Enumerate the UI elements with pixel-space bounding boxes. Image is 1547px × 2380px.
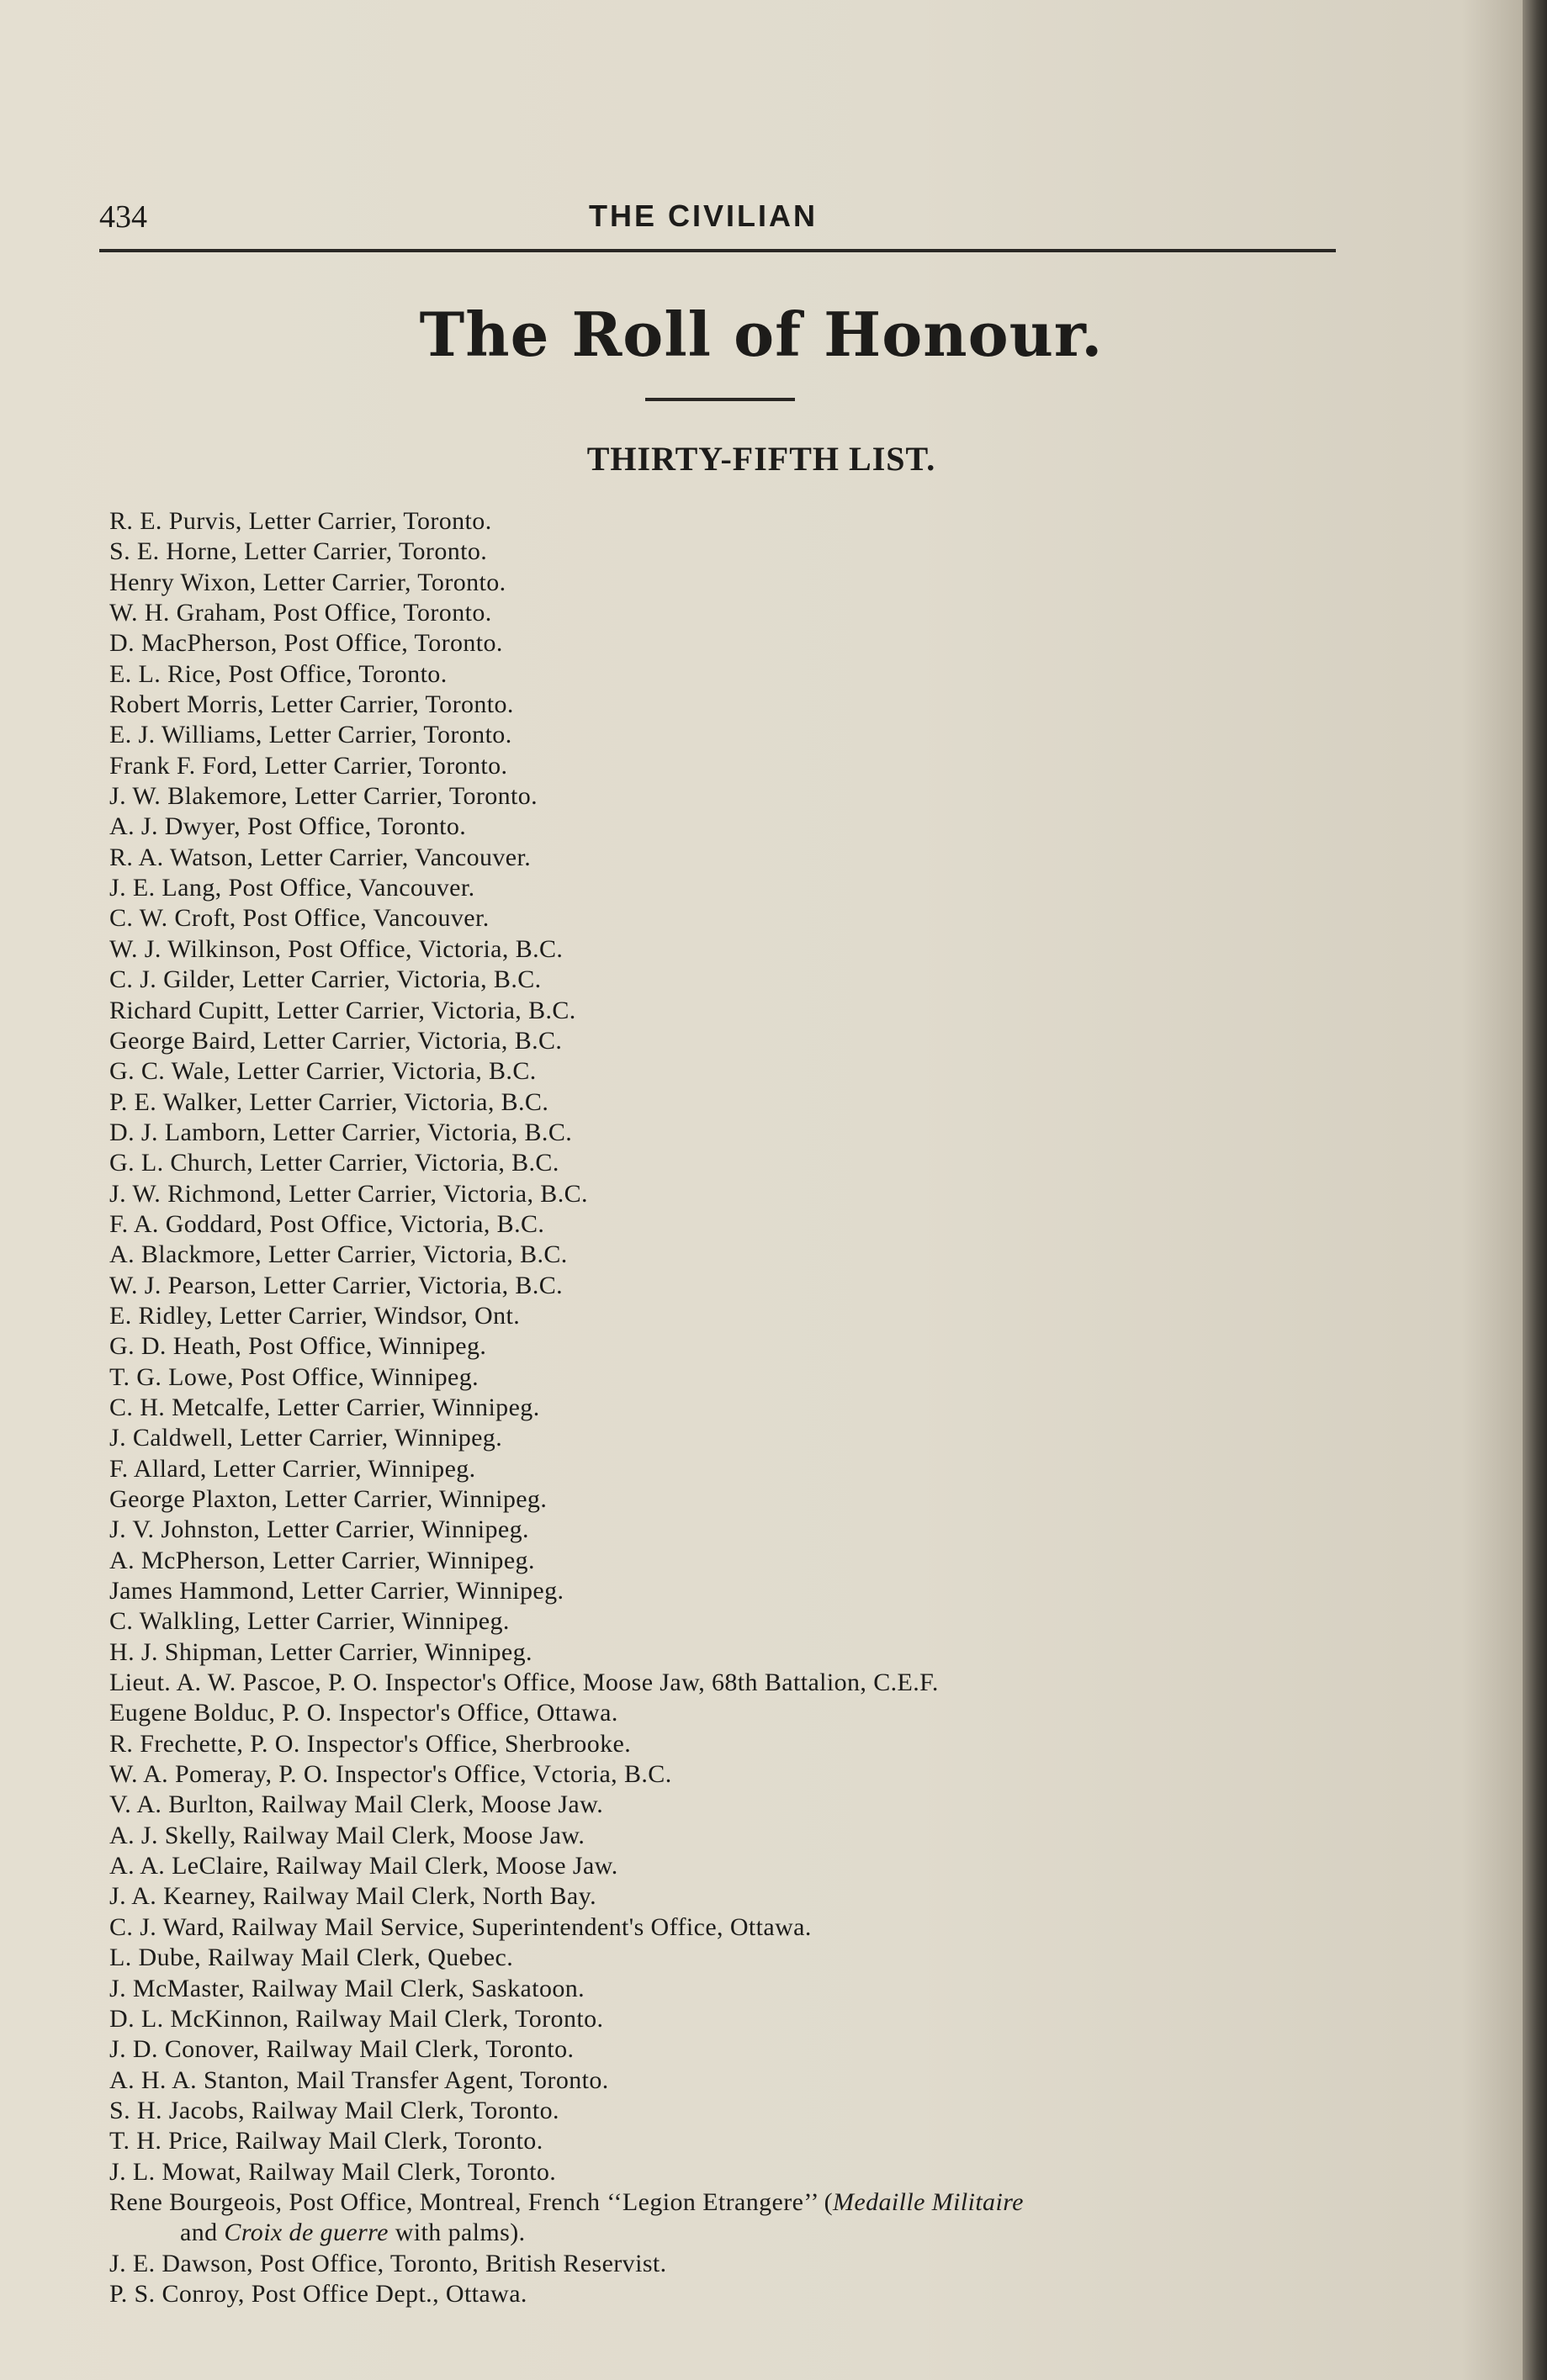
roll-list — [109, 506, 1371, 2309]
list-item: V. A. Burlton, Railway Mail Clerk, Moose Jaw. — [109, 1790, 604, 1819]
page-number: 434 — [99, 199, 147, 235]
list-item: J. L. Mowat, Railway Mail Clerk, Toronto. — [109, 2157, 557, 2186]
list-item: P. S. Conroy, Post Office Dept., Ottawa. — [109, 2279, 527, 2308]
list-item: E. L. Rice, Post Office, Toronto. — [109, 659, 448, 688]
list-item: W. H. Graham, Post Office, Toronto. — [109, 599, 492, 627]
list-item: W. J. Wilkinson, Post Office, Victoria, B.C. — [109, 934, 564, 963]
list-item: C. W. Croft, Post Office, Vancouver. — [109, 904, 490, 933]
list-item: A. A. LeClaire, Railway Mail Clerk, Moose Jaw. — [109, 1852, 618, 1880]
list-item: S. H. Jacobs, Railway Mail Clerk, Toronto. — [109, 2096, 559, 2124]
list-item: J. V. Johnston, Letter Carrier, Winnipeg. — [109, 1515, 529, 1544]
list-item: F. A. Goddard, Post Office, Victoria, B.C. — [109, 1209, 545, 1238]
list-item: D. J. Lamborn, Letter Carrier, Victoria, B.C. — [109, 1118, 573, 1146]
list-item: J. D. Conover, Railway Mail Clerk, Toronto. — [109, 2035, 575, 2064]
list-item: A. H. A. Stanton, Mail Transfer Agent, Toronto. — [109, 2065, 609, 2094]
list-item: Richard Cupitt, Letter Carrier, Victoria, B.C. — [109, 996, 576, 1024]
list-item: P. E. Walker, Letter Carrier, Victoria, B.C. — [109, 1087, 549, 1116]
entry-text: and — [180, 2219, 225, 2247]
list-item: A. J. Dwyer, Post Office, Toronto. — [109, 812, 467, 841]
list-item: L. Dube, Railway Mail Clerk, Quebec. — [109, 1944, 514, 1972]
list-item-special — [109, 2187, 1371, 2249]
list-item: C. J. Gilder, Letter Carrier, Victoria, B.C. — [109, 965, 542, 994]
list-item: R. A. Watson, Letter Carrier, Vancouver. — [109, 843, 532, 871]
list-item: J. W. Blakemore, Letter Carrier, Toronto. — [109, 782, 538, 811]
list-item: A. McPherson, Letter Carrier, Winnipeg. — [109, 1546, 535, 1574]
entry-text: with palms). — [388, 2219, 526, 2247]
list-item: Lieut. A. W. Pascoe, P. O. Inspector's Office, Moose Jaw, 68th Battalion, C.E.F. — [109, 1669, 939, 1697]
list-heading: THIRTY-FIFTH LIST. — [586, 440, 936, 478]
list-item: J. E. Lang, Post Office, Vancouver. — [109, 874, 475, 902]
entry-italic: Croix de guerre — [224, 2219, 389, 2247]
list-item: C. Walkling, Letter Carrier, Winnipeg. — [109, 1607, 510, 1636]
list-item: George Plaxton, Letter Carrier, Winnipeg. — [109, 1485, 548, 1513]
book-spine — [1523, 0, 1547, 2380]
list-item: G. L. Church, Letter Carrier, Victoria, B.C. — [109, 1149, 559, 1177]
list-item: Robert Morris, Letter Carrier, Toronto. — [109, 690, 514, 719]
list-item: Frank F. Ford, Letter Carrier, Toronto. — [109, 751, 508, 780]
list-item: J. E. Dawson, Post Office, Toronto, British Reservist. — [109, 2249, 667, 2277]
list-item: E. J. Williams, Letter Carrier, Toronto. — [109, 721, 512, 749]
list-item: Henry Wixon, Letter Carrier, Toronto. — [109, 568, 506, 596]
list-item: R. E. Purvis, Letter Carrier, Toronto. — [109, 507, 492, 535]
list-item: R. Frechette, P. O. Inspector's Office, Sherbrooke. — [109, 1729, 632, 1758]
page-header — [99, 192, 1336, 242]
list-item: C. H. Metcalfe, Letter Carrier, Winnipeg. — [109, 1393, 540, 1421]
entry-text: Rene Bourgeois, Post Office, Montreal, French ‘‘Legion Etrangere’’ ( — [109, 2187, 833, 2216]
list-item: T. G. Lowe, Post Office, Winnipeg. — [109, 1362, 479, 1391]
list-item: D. MacPherson, Post Office, Toronto. — [109, 629, 503, 658]
list-item: J. Caldwell, Letter Carrier, Winnipeg. — [109, 1424, 503, 1452]
list-item: J. W. Richmond, Letter Carrier, Victoria, B.C. — [109, 1179, 588, 1208]
list-item: J. McMaster, Railway Mail Clerk, Saskatoon. — [109, 1974, 585, 2002]
entry-italic: Medaille Militaire — [833, 2187, 1024, 2216]
section-title: The Roll of Honour. — [419, 299, 1104, 370]
list-item: G. C. Wale, Letter Carrier, Victoria, B.C. — [109, 1057, 537, 1086]
header-divider — [99, 249, 1336, 252]
list-item: F. Allard, Letter Carrier, Winnipeg. — [109, 1454, 476, 1483]
list-item: W. J. Pearson, Letter Carrier, Victoria, B.C. — [109, 1271, 564, 1299]
list-item: James Hammond, Letter Carrier, Winnipeg. — [109, 1577, 564, 1605]
list-item: T. H. Price, Railway Mail Clerk, Toronto. — [109, 2127, 543, 2155]
list-item: E. Ridley, Letter Carrier, Windsor, Ont. — [109, 1301, 521, 1330]
list-item: J. A. Kearney, Railway Mail Clerk, North Bay. — [109, 1882, 596, 1911]
list-item: H. J. Shipman, Letter Carrier, Winnipeg. — [109, 1637, 532, 1666]
list-item: Eugene Bolduc, P. O. Inspector's Office, Ottawa. — [109, 1699, 618, 1727]
list-item: C. J. Ward, Railway Mail Service, Superintendent's Office, Ottawa. — [109, 1912, 812, 1941]
list-item: George Baird, Letter Carrier, Victoria, B.C. — [109, 1026, 563, 1055]
running-title: THE CIVILIAN — [589, 198, 819, 233]
list-item: D. L. McKinnon, Railway Mail Clerk, Toronto. — [109, 2004, 604, 2033]
list-item: S. E. Horne, Letter Carrier, Toronto. — [109, 537, 488, 566]
list-item: G. D. Heath, Post Office, Winnipeg. — [109, 1332, 487, 1361]
entry-continuation — [109, 2218, 1371, 2248]
list-item: W. A. Pomeray, P. O. Inspector's Office, Vctoria, B.C. — [109, 1760, 672, 1789]
title-divider — [645, 398, 795, 401]
list-item: A. Blackmore, Letter Carrier, Victoria, B.C. — [109, 1240, 568, 1269]
list-item: A. J. Skelly, Railway Mail Clerk, Moose Jaw. — [109, 1821, 585, 1849]
